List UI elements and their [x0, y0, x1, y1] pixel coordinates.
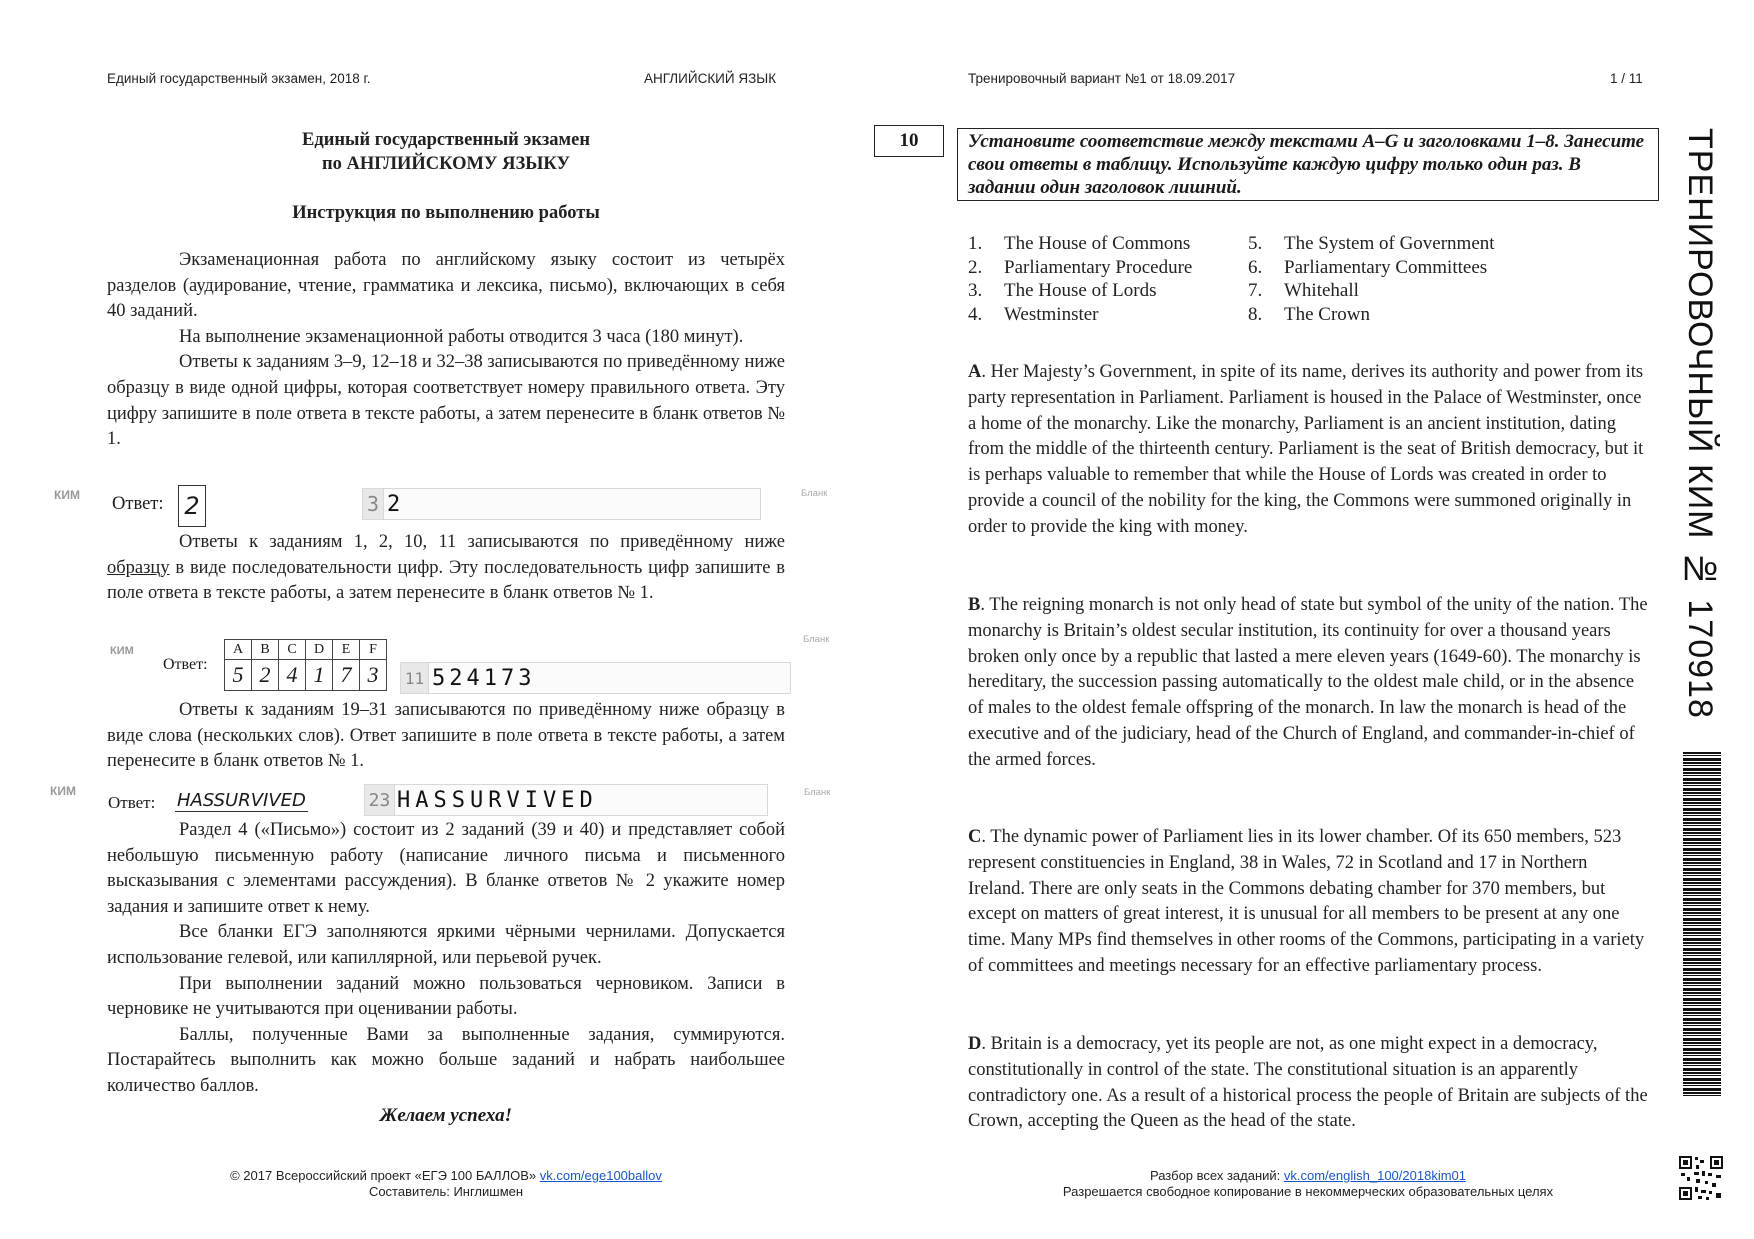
instruction-paragraph: Ответы к заданиям 3–9, 12–18 и 32–38 записываются по приведённому ниже образцу в виде одной цифры, которая соответствует номеру правильного ответа. Эту цифру запишите в поле ответа в тексте работы, а затем перенесите в бланк ответов № 1.: [107, 352, 785, 450]
table-letter: F: [360, 640, 387, 660]
instruction-paragraph: [107, 530, 785, 607]
qr-code-image: [1678, 1155, 1724, 1201]
answer-label: Ответ:: [163, 656, 208, 673]
footer-author: Составитель: Инглишмен: [368, 1184, 524, 1199]
heading-number: 7.: [1248, 280, 1263, 301]
header-exam-title: Единый государственный экзамен, 2018 г.: [107, 71, 371, 86]
instruction-paragraph: Ответы к заданиям 19–31 записываются по приведённому ниже образцу в виде слова (нескольких слов). Ответ запишите в поле ответа в тексте работы, а затем перенесите в бланк ответов № 1.: [107, 700, 785, 772]
table-letter: D: [306, 640, 333, 660]
heading-number: 2.: [968, 256, 983, 278]
instruction-paragraph: Все бланки ЕГЭ заполняются яркими чёрными чернилами. Допускается использование гелевой, или капиллярной, или перьевой ручек.: [107, 922, 785, 968]
blank-label: Бланк: [801, 488, 828, 499]
instruction-text: в виде последовательности цифр. Эту последовательность цифр запишите в поле ответа в тексте работы, а затем перенесите в бланк ответов № 1.: [107, 557, 785, 604]
instruction-title: Инструкция по выполнению работы: [292, 203, 600, 223]
handwritten-answer: HASSURVIVED: [177, 790, 306, 811]
table-letter: A: [225, 640, 252, 660]
header-subject: АНГЛИЙСКИЙ ЯЗЫК: [644, 71, 777, 86]
task-instruction: Установите соответствие между текстами A–G и заголовками 1–8. Занесите свои ответы в таблицу. Используйте каждую цифру только один раз. В задании один заголовок лишний.: [957, 128, 1659, 201]
heading-number: 4.: [968, 303, 983, 325]
heading-text: The Crown: [1284, 303, 1371, 325]
footer-analysis-label: Разбор всех заданий:: [1149, 1168, 1284, 1183]
kim-label: КИМ: [50, 784, 76, 798]
text-b: [968, 593, 1648, 774]
table-digit: 2: [252, 660, 279, 691]
kim-label: КИМ: [54, 488, 80, 502]
form-task-number: 11: [400, 662, 428, 694]
table-letter: E: [333, 640, 360, 660]
table-digit: 1: [306, 660, 333, 691]
heading-text: Westminster: [1004, 303, 1099, 325]
instruction-paragraph: Баллы, полученные Вами за выполненные задания, суммируются. Постарайтесь выполнить как можно больше заданий и набрать наибольшее количество баллов.: [107, 1024, 785, 1096]
form-answer-value: HASSURVIVED: [394, 784, 768, 816]
text-body: . Britain is a democracy, yet its people are not, as one might expect in a democracy, constitutionally in control of the state. The constitutional situation is an apparently contradictory one. As a result of a historical process the people of Britain are subjects of the Crown, accepting the Queen as the head of the state.: [968, 1034, 1648, 1132]
header-variant: Тренировочный вариант №1 от 18.09.2017: [968, 71, 1236, 86]
instruction-paragraph: При выполнении заданий можно пользоваться черновиком. Записи в черновике не учитываются при оценивании работы.: [107, 973, 785, 1020]
heading-number: 6.: [1248, 256, 1263, 278]
instruction-block-2: [107, 530, 785, 607]
text-body: . The reigning monarch is not only head of state but symbol of the unity of the nation. The monarchy is Britain’s oldest secular institution, its continuity for over a thousand years broken only once by a republic that lasted a mere eleven years (1649-60). The monarchy is hereditary, the succession passing automatically to the oldest male child, or in the absence of males to the oldest female offspring of the monarch. In law the monarch is head of the executive and of the judiciary, head of the Church of England, and commander-in-chief of the armed forces.: [968, 595, 1648, 770]
table-letter: C: [279, 640, 306, 660]
table-digit: 3: [360, 660, 387, 691]
heading-text: Whitehall: [1284, 280, 1359, 301]
form-task-number: 23: [364, 784, 394, 816]
header-page-number: 1 / 11: [1610, 71, 1643, 86]
exam-title-line2: по АНГЛИЙСКОМУ ЯЗЫКУ: [321, 154, 571, 174]
sample-link[interactable]: образцу: [107, 557, 170, 578]
answer-form-row-3: [364, 784, 768, 816]
text-a: [968, 360, 1648, 541]
text-c: [968, 825, 1648, 980]
table-letter: B: [252, 640, 279, 660]
heading-number: 3.: [968, 280, 983, 301]
form-answer-value: 2: [383, 488, 761, 520]
text-letter: B: [968, 595, 981, 615]
text-body: . Her Majesty’s Government, in spite of its name, derives its authority and power from its party representation in Parliament. Parliament is housed in the Palace of Westminster, once a home of the monarchy. Like the monarchy, Parliament is an ancient institution, dating from the middle of the thirteenth century. Parliament is the seat of British democracy, but it is perhaps valuable to remember that while the House of Lords was created in order to provide a council of the nobility for the king, the Commons were summoned originally in order to provide the king with money.: [968, 362, 1644, 537]
instruction-block-4: [107, 818, 785, 1100]
table-digit: 7: [333, 660, 360, 691]
footer-copyright: © 2017 Всероссийский проект «ЕГЭ 100 БАЛЛОВ»: [230, 1168, 540, 1183]
text-letter: A: [968, 362, 982, 382]
footer-link-project[interactable]: vk.com/ege100ballov: [539, 1168, 662, 1183]
instruction-paragraph: На выполнение экзаменационной работы отводится 3 часа (180 минут).: [179, 326, 744, 347]
heading-number: 5.: [1248, 233, 1263, 254]
answer-form-row-1: [362, 488, 761, 520]
kim-label: КИМ: [110, 645, 134, 657]
form-task-number: 3: [362, 488, 383, 520]
instruction-block-1: [107, 248, 785, 453]
footer-link-analysis[interactable]: vk.com/english_100/2018kim01: [1283, 1168, 1466, 1183]
footer-copy-permission: Разрешается свободное копирование в некоммерческих образовательных целях: [1062, 1184, 1554, 1199]
barcode-image: [1683, 752, 1721, 1096]
text-body: . The dynamic power of Parliament lies in its lower chamber. Of its 650 members, 523 represent constituencies in England, 38 in Wales, 72 in Scotland and 17 in Northern Ireland. There are only seats in the Commons debating chamber for 370 members, but except on matters of great interest, it is unusual for all members to be present at any one time. Many MPs find themselves in other rooms of the Commons, participating in a variety of committees and meetings necessary for an effective parliamentary process.: [968, 827, 1645, 976]
instruction-paragraph: Раздел 4 («Письмо») состоит из 2 заданий (39 и 40) и представляет собой небольшую письменную работу (написание личного письма и письменного высказывания с элементами рассуждения). В бланке ответов № 2 укажите номер задания и запишите ответ к нему.: [107, 820, 785, 917]
heading-text: Parliamentary Committees: [1284, 256, 1488, 278]
instruction-text: Ответы к заданиям 1, 2, 10, 11 записываются по приведённому ниже: [179, 532, 785, 552]
exam-title-line1: Единый государственный экзамен: [302, 130, 590, 150]
text-d: [968, 1032, 1648, 1135]
table-digit: 4: [279, 660, 306, 691]
answer-table-example-2: [224, 639, 387, 691]
heading-number: 8.: [1248, 303, 1263, 325]
blank-label: Бланк: [803, 634, 830, 645]
heading-text: Parliamentary Procedure: [1004, 256, 1193, 278]
footer-right: [968, 1168, 1648, 1200]
heading-number: 1.: [968, 233, 983, 254]
task-number-box: 10: [874, 125, 944, 157]
good-luck-text: Желаем успеха!: [379, 1105, 513, 1126]
heading-text: The System of Government: [1284, 233, 1495, 254]
headings-list: [968, 232, 1495, 326]
table-digit: 5: [225, 660, 252, 691]
answer-label: Ответ:: [112, 494, 164, 514]
heading-text: The House of Lords: [1004, 280, 1157, 301]
text-letter: D: [968, 1034, 982, 1054]
heading-text: The House of Commons: [1004, 233, 1191, 254]
footer-left: [107, 1168, 785, 1200]
handwritten-answer: 2: [184, 492, 200, 520]
form-answer-value: 524173: [428, 662, 791, 694]
blank-label: Бланк: [804, 787, 831, 798]
answer-form-row-2: [400, 662, 791, 694]
answer-label: Ответ:: [108, 793, 156, 812]
side-variant-label: ТРЕНИРОВОЧНЫЙ КИМ № 170918: [1681, 128, 1719, 719]
exam-title: [107, 128, 785, 176]
text-letter: C: [968, 827, 982, 847]
instruction-paragraph: Экзаменационная работа по английскому языку состоит из четырёх разделов (аудирование, чтение, грамматика и лексика, письмо), включающих в себя 40 заданий.: [107, 250, 785, 322]
answer-box-example-1: [178, 485, 206, 527]
instruction-block-3: [107, 698, 785, 775]
